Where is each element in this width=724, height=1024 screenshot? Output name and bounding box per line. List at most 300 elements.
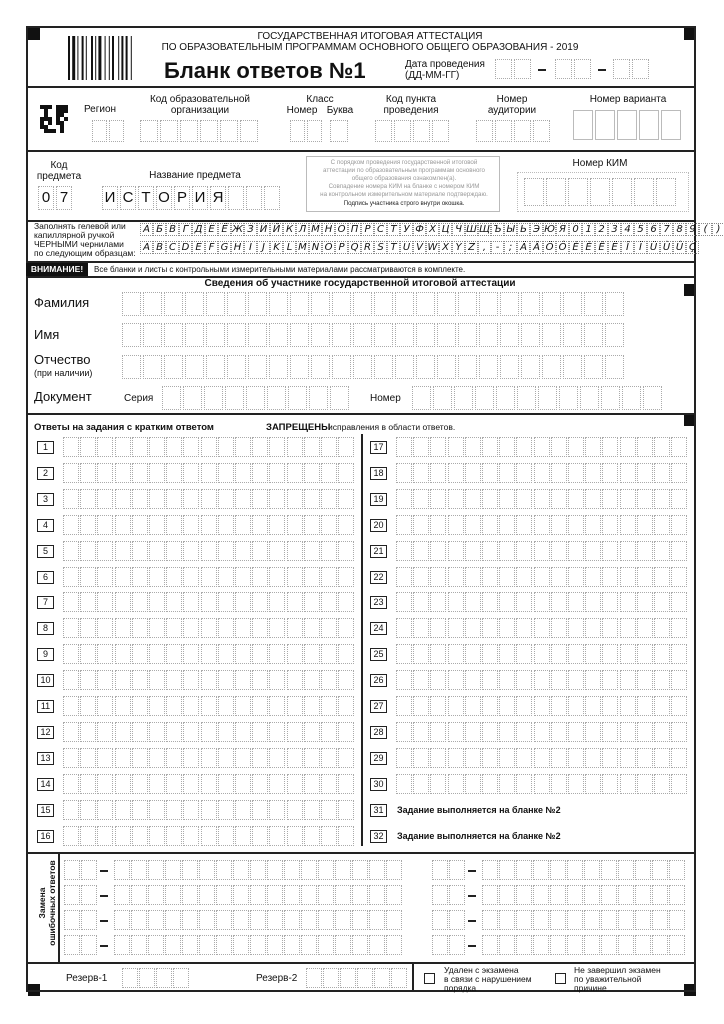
answer-cell-21[interactable] [602, 541, 618, 561]
answer-cell-9[interactable] [132, 644, 148, 664]
answer-cell-14[interactable] [63, 774, 79, 794]
answer-cell-1[interactable] [132, 437, 148, 457]
answer-cell-15[interactable] [132, 800, 148, 820]
answer-cell-6[interactable] [201, 567, 217, 587]
answer-cell-11[interactable] [252, 696, 268, 716]
region-cell[interactable] [109, 120, 124, 142]
replace-answer-cell[interactable] [318, 910, 334, 930]
answer-cell-15[interactable] [304, 800, 320, 820]
answer-cell-14[interactable] [269, 774, 285, 794]
answer-cell-15[interactable] [218, 800, 234, 820]
answer-cell-26[interactable] [620, 670, 636, 690]
reserve2-cell[interactable] [374, 968, 390, 988]
answer-cell-5[interactable] [63, 541, 79, 561]
replace-answer-cell[interactable] [669, 860, 685, 880]
answer-cell-23[interactable] [654, 592, 670, 612]
answer-cell-21[interactable] [482, 541, 498, 561]
answer-cell-4[interactable] [115, 515, 131, 535]
answer-cell-14[interactable] [132, 774, 148, 794]
answer-cell-12[interactable] [97, 722, 113, 742]
replace-answer-cell[interactable] [114, 885, 130, 905]
answer-cell-22[interactable] [499, 567, 515, 587]
org-code-cell[interactable] [180, 120, 198, 142]
name-cell[interactable] [185, 323, 204, 347]
answer-cell-18[interactable] [585, 463, 601, 483]
replace-task-cell[interactable] [432, 885, 448, 905]
replace-answer-cell[interactable] [199, 860, 215, 880]
answer-cell-24[interactable] [585, 618, 601, 638]
answer-cell-12[interactable] [218, 722, 234, 742]
answer-cell-25[interactable] [396, 644, 412, 664]
surname-cell[interactable] [290, 292, 309, 316]
replace-answer-cell[interactable] [267, 935, 283, 955]
answer-cell-1[interactable] [218, 437, 234, 457]
surname-cell[interactable] [269, 292, 288, 316]
answer-cell-14[interactable] [235, 774, 251, 794]
answer-cell-1[interactable] [63, 437, 79, 457]
answer-cell-11[interactable] [115, 696, 131, 716]
surname-cell[interactable] [311, 292, 330, 316]
answer-cell-22[interactable] [568, 567, 584, 587]
answer-cell-10[interactable] [252, 670, 268, 690]
answer-cell-30[interactable] [499, 774, 515, 794]
answer-cell-9[interactable] [149, 644, 165, 664]
answer-cell-21[interactable] [637, 541, 653, 561]
replace-answer-cell[interactable] [216, 860, 232, 880]
answer-cell-26[interactable] [551, 670, 567, 690]
answer-cell-11[interactable] [80, 696, 96, 716]
patronymic-cell[interactable] [542, 355, 561, 379]
answer-cell-26[interactable] [396, 670, 412, 690]
replace-answer-cell[interactable] [533, 935, 549, 955]
answer-cell-12[interactable] [252, 722, 268, 742]
answer-cell-21[interactable] [585, 541, 601, 561]
answer-cell-13[interactable] [80, 748, 96, 768]
patronymic-cell[interactable] [374, 355, 393, 379]
answer-cell-3[interactable] [183, 489, 199, 509]
answer-cell-23[interactable] [516, 592, 532, 612]
variant-cell[interactable] [573, 110, 593, 140]
answer-cell-1[interactable] [97, 437, 113, 457]
answer-cell-24[interactable] [516, 618, 532, 638]
replace-answer-cell[interactable] [216, 885, 232, 905]
answer-cell-30[interactable] [482, 774, 498, 794]
answer-cell-21[interactable] [430, 541, 446, 561]
answer-cell-14[interactable] [218, 774, 234, 794]
answer-cell-15[interactable] [321, 800, 337, 820]
answer-cell-12[interactable] [132, 722, 148, 742]
answer-cell-22[interactable] [671, 567, 687, 587]
answer-cell-1[interactable] [252, 437, 268, 457]
reserve2-cell[interactable] [340, 968, 356, 988]
answer-cell-14[interactable] [115, 774, 131, 794]
variant-cell[interactable] [639, 110, 659, 140]
answer-cell-30[interactable] [671, 774, 687, 794]
answer-cell-28[interactable] [551, 722, 567, 742]
answer-cell-10[interactable] [235, 670, 251, 690]
answer-cell-29[interactable] [448, 748, 464, 768]
replace-answer-cell[interactable] [567, 910, 583, 930]
answer-cell-30[interactable] [620, 774, 636, 794]
answer-cell-18[interactable] [499, 463, 515, 483]
replace-answer-cell[interactable] [318, 860, 334, 880]
replace-answer-cell[interactable] [482, 885, 498, 905]
doc-series-cell[interactable] [183, 386, 202, 410]
answer-cell-17[interactable] [620, 437, 636, 457]
consent-box[interactable] [306, 156, 500, 212]
answer-cell-3[interactable] [269, 489, 285, 509]
date-month-cell[interactable] [574, 59, 591, 79]
answer-cell-15[interactable] [235, 800, 251, 820]
answer-cell-5[interactable] [183, 541, 199, 561]
answer-cell-11[interactable] [321, 696, 337, 716]
replace-answer-cell[interactable] [499, 935, 515, 955]
answer-cell-8[interactable] [115, 618, 131, 638]
patronymic-cell[interactable] [164, 355, 183, 379]
answer-cell-25[interactable] [499, 644, 515, 664]
answer-cell-9[interactable] [201, 644, 217, 664]
answer-cell-13[interactable] [269, 748, 285, 768]
answer-cell-4[interactable] [183, 515, 199, 535]
answer-cell-20[interactable] [654, 515, 670, 535]
replace-answer-cell[interactable] [635, 885, 651, 905]
answer-cell-19[interactable] [602, 489, 618, 509]
class-letter-cell[interactable] [330, 120, 348, 142]
surname-cell[interactable] [164, 292, 183, 316]
answer-cell-10[interactable] [63, 670, 79, 690]
answer-cell-26[interactable] [568, 670, 584, 690]
subject-code-cell[interactable] [38, 186, 54, 210]
replace-answer-cell[interactable] [386, 860, 402, 880]
reserve1-cell[interactable] [122, 968, 138, 988]
answer-cell-6[interactable] [304, 567, 320, 587]
surname-cell[interactable] [521, 292, 540, 316]
patronymic-cell[interactable] [122, 355, 141, 379]
patronymic-cell[interactable] [458, 355, 477, 379]
answer-cell-4[interactable] [149, 515, 165, 535]
answer-cell-23[interactable] [620, 592, 636, 612]
answer-cell-16[interactable] [338, 826, 354, 846]
auditory-number-cell[interactable] [514, 120, 531, 142]
answer-cell-7[interactable] [183, 592, 199, 612]
patronymic-cell[interactable] [584, 355, 603, 379]
answer-cell-29[interactable] [516, 748, 532, 768]
answer-cell-24[interactable] [482, 618, 498, 638]
answer-cell-8[interactable] [132, 618, 148, 638]
name-cell[interactable] [563, 323, 582, 347]
not-finished-checkbox[interactable] [555, 973, 566, 984]
answer-cell-5[interactable] [235, 541, 251, 561]
answer-cell-26[interactable] [448, 670, 464, 690]
reserve2-cell[interactable] [357, 968, 373, 988]
replace-answer-cell[interactable] [482, 935, 498, 955]
patronymic-cell[interactable] [269, 355, 288, 379]
answer-cell-8[interactable] [287, 618, 303, 638]
answer-cell-26[interactable] [413, 670, 429, 690]
answer-cell-8[interactable] [97, 618, 113, 638]
answer-cell-27[interactable] [671, 696, 687, 716]
answer-cell-19[interactable] [499, 489, 515, 509]
answer-cell-3[interactable] [235, 489, 251, 509]
answer-cell-11[interactable] [132, 696, 148, 716]
answer-cell-28[interactable] [465, 722, 481, 742]
answer-cell-9[interactable] [252, 644, 268, 664]
answer-cell-6[interactable] [269, 567, 285, 587]
replace-answer-cell[interactable] [652, 910, 668, 930]
answer-cell-10[interactable] [304, 670, 320, 690]
point-code-cell[interactable] [375, 120, 392, 142]
answer-cell-19[interactable] [551, 489, 567, 509]
replace-answer-cell[interactable] [550, 885, 566, 905]
answer-cell-23[interactable] [585, 592, 601, 612]
answer-cell-18[interactable] [396, 463, 412, 483]
answer-cell-16[interactable] [304, 826, 320, 846]
answer-cell-20[interactable] [585, 515, 601, 535]
answer-cell-10[interactable] [97, 670, 113, 690]
replace-answer-cell[interactable] [233, 860, 249, 880]
answer-cell-26[interactable] [585, 670, 601, 690]
answer-cell-16[interactable] [115, 826, 131, 846]
name-cell[interactable] [395, 323, 414, 347]
answer-cell-2[interactable] [321, 463, 337, 483]
name-cell[interactable] [332, 323, 351, 347]
answer-cell-26[interactable] [654, 670, 670, 690]
replace-answer-cell[interactable] [199, 885, 215, 905]
answer-cell-15[interactable] [338, 800, 354, 820]
answer-cell-18[interactable] [671, 463, 687, 483]
replace-answer-cell[interactable] [148, 860, 164, 880]
answer-cell-13[interactable] [321, 748, 337, 768]
answer-cell-20[interactable] [534, 515, 550, 535]
answer-cell-24[interactable] [620, 618, 636, 638]
name-cell[interactable] [290, 323, 309, 347]
answer-cell-5[interactable] [80, 541, 96, 561]
answer-cell-18[interactable] [465, 463, 481, 483]
replace-task-cell[interactable] [64, 910, 80, 930]
subject-name-cell[interactable] [156, 186, 172, 210]
answer-cell-11[interactable] [287, 696, 303, 716]
answer-cell-24[interactable] [551, 618, 567, 638]
name-cell[interactable] [227, 323, 246, 347]
answer-cell-17[interactable] [585, 437, 601, 457]
answer-cell-16[interactable] [132, 826, 148, 846]
answer-cell-4[interactable] [252, 515, 268, 535]
replace-answer-cell[interactable] [516, 885, 532, 905]
replace-answer-cell[interactable] [533, 885, 549, 905]
replace-task-cell[interactable] [64, 885, 80, 905]
answer-cell-1[interactable] [235, 437, 251, 457]
answer-cell-18[interactable] [654, 463, 670, 483]
doc-number-cell[interactable] [433, 386, 452, 410]
answer-cell-14[interactable] [201, 774, 217, 794]
answer-cell-13[interactable] [235, 748, 251, 768]
answer-cell-29[interactable] [602, 748, 618, 768]
answer-cell-10[interactable] [201, 670, 217, 690]
answer-cell-1[interactable] [269, 437, 285, 457]
answer-cell-7[interactable] [166, 592, 182, 612]
replace-answer-cell[interactable] [516, 860, 532, 880]
answer-cell-13[interactable] [304, 748, 320, 768]
answer-cell-23[interactable] [602, 592, 618, 612]
replace-answer-cell[interactable] [267, 885, 283, 905]
name-cell[interactable] [521, 323, 540, 347]
answer-cell-22[interactable] [585, 567, 601, 587]
answer-cell-7[interactable] [63, 592, 79, 612]
answer-cell-2[interactable] [269, 463, 285, 483]
replace-answer-cell[interactable] [335, 910, 351, 930]
reserve2-cell[interactable] [323, 968, 339, 988]
replace-answer-cell[interactable] [131, 935, 147, 955]
subject-name-cell[interactable] [246, 186, 262, 210]
answer-cell-21[interactable] [465, 541, 481, 561]
replace-answer-cell[interactable] [233, 885, 249, 905]
subject-name-cell[interactable] [102, 186, 118, 210]
answer-cell-30[interactable] [465, 774, 481, 794]
answer-cell-17[interactable] [465, 437, 481, 457]
answer-cell-3[interactable] [252, 489, 268, 509]
answer-cell-21[interactable] [534, 541, 550, 561]
answer-cell-22[interactable] [413, 567, 429, 587]
replace-answer-cell[interactable] [386, 935, 402, 955]
answer-cell-16[interactable] [166, 826, 182, 846]
org-code-cell[interactable] [220, 120, 238, 142]
surname-cell[interactable] [206, 292, 225, 316]
replace-answer-cell[interactable] [318, 935, 334, 955]
answer-cell-28[interactable] [568, 722, 584, 742]
replace-answer-cell[interactable] [369, 885, 385, 905]
answer-cell-11[interactable] [269, 696, 285, 716]
answer-cell-4[interactable] [97, 515, 113, 535]
answer-cell-4[interactable] [218, 515, 234, 535]
answer-cell-28[interactable] [654, 722, 670, 742]
answer-cell-30[interactable] [430, 774, 446, 794]
answer-cell-17[interactable] [499, 437, 515, 457]
answer-cell-3[interactable] [149, 489, 165, 509]
doc-number-cell[interactable] [517, 386, 536, 410]
answer-cell-2[interactable] [80, 463, 96, 483]
answer-cell-23[interactable] [482, 592, 498, 612]
answer-cell-25[interactable] [551, 644, 567, 664]
replace-answer-cell[interactable] [499, 860, 515, 880]
replace-answer-cell[interactable] [148, 910, 164, 930]
answer-cell-8[interactable] [304, 618, 320, 638]
answer-cell-25[interactable] [482, 644, 498, 664]
replace-answer-cell[interactable] [131, 910, 147, 930]
answer-cell-2[interactable] [166, 463, 182, 483]
answer-cell-4[interactable] [63, 515, 79, 535]
answer-cell-19[interactable] [620, 489, 636, 509]
answer-cell-2[interactable] [287, 463, 303, 483]
subject-name-cell[interactable] [192, 186, 208, 210]
answer-cell-23[interactable] [534, 592, 550, 612]
answer-cell-13[interactable] [132, 748, 148, 768]
class-number-cell[interactable] [307, 120, 322, 142]
answer-cell-15[interactable] [115, 800, 131, 820]
replace-answer-cell[interactable] [635, 910, 651, 930]
surname-cell[interactable] [248, 292, 267, 316]
patronymic-cell[interactable] [290, 355, 309, 379]
answer-cell-16[interactable] [97, 826, 113, 846]
answer-cell-8[interactable] [235, 618, 251, 638]
answer-cell-7[interactable] [338, 592, 354, 612]
answer-cell-26[interactable] [499, 670, 515, 690]
replace-answer-cell[interactable] [482, 860, 498, 880]
answer-cell-3[interactable] [132, 489, 148, 509]
replace-answer-cell[interactable] [550, 860, 566, 880]
answer-cell-13[interactable] [252, 748, 268, 768]
replace-answer-cell[interactable] [567, 885, 583, 905]
answer-cell-24[interactable] [534, 618, 550, 638]
replace-answer-cell[interactable] [114, 910, 130, 930]
org-code-cell[interactable] [160, 120, 178, 142]
answer-cell-25[interactable] [413, 644, 429, 664]
answer-cell-19[interactable] [637, 489, 653, 509]
surname-cell[interactable] [563, 292, 582, 316]
answer-cell-25[interactable] [671, 644, 687, 664]
answer-cell-6[interactable] [166, 567, 182, 587]
name-cell[interactable] [542, 323, 561, 347]
answer-cell-12[interactable] [338, 722, 354, 742]
answer-cell-8[interactable] [218, 618, 234, 638]
answer-cell-18[interactable] [602, 463, 618, 483]
variant-cell[interactable] [661, 110, 681, 140]
answer-cell-20[interactable] [396, 515, 412, 535]
answer-cell-29[interactable] [551, 748, 567, 768]
patronymic-cell[interactable] [521, 355, 540, 379]
answer-cell-16[interactable] [235, 826, 251, 846]
answer-cell-21[interactable] [654, 541, 670, 561]
answer-cell-14[interactable] [183, 774, 199, 794]
doc-series-cell[interactable] [330, 386, 349, 410]
answer-cell-23[interactable] [637, 592, 653, 612]
answer-cell-21[interactable] [516, 541, 532, 561]
date-year-cell[interactable] [632, 59, 649, 79]
doc-number-cell[interactable] [622, 386, 641, 410]
answer-cell-22[interactable] [637, 567, 653, 587]
answer-cell-10[interactable] [149, 670, 165, 690]
replace-answer-cell[interactable] [567, 860, 583, 880]
answer-cell-12[interactable] [63, 722, 79, 742]
date-month-cell[interactable] [555, 59, 572, 79]
answer-cell-2[interactable] [97, 463, 113, 483]
org-code-cell[interactable] [240, 120, 258, 142]
replace-answer-cell[interactable] [584, 935, 600, 955]
replace-answer-cell[interactable] [233, 910, 249, 930]
answer-cell-3[interactable] [97, 489, 113, 509]
patronymic-cell[interactable] [605, 355, 624, 379]
answer-cell-6[interactable] [97, 567, 113, 587]
replace-answer-cell[interactable] [584, 860, 600, 880]
answer-cell-18[interactable] [448, 463, 464, 483]
date-day-cell[interactable] [495, 59, 512, 79]
answer-cell-24[interactable] [448, 618, 464, 638]
answer-cell-22[interactable] [534, 567, 550, 587]
answer-cell-14[interactable] [80, 774, 96, 794]
answer-cell-28[interactable] [637, 722, 653, 742]
answer-cell-21[interactable] [413, 541, 429, 561]
answer-cell-1[interactable] [115, 437, 131, 457]
answer-cell-14[interactable] [149, 774, 165, 794]
answer-cell-15[interactable] [80, 800, 96, 820]
answer-cell-19[interactable] [534, 489, 550, 509]
date-year-cell[interactable] [613, 59, 630, 79]
answer-cell-2[interactable] [235, 463, 251, 483]
replace-answer-cell[interactable] [567, 935, 583, 955]
answer-cell-20[interactable] [516, 515, 532, 535]
reserve1-cell[interactable] [139, 968, 155, 988]
answer-cell-30[interactable] [534, 774, 550, 794]
answer-cell-20[interactable] [482, 515, 498, 535]
